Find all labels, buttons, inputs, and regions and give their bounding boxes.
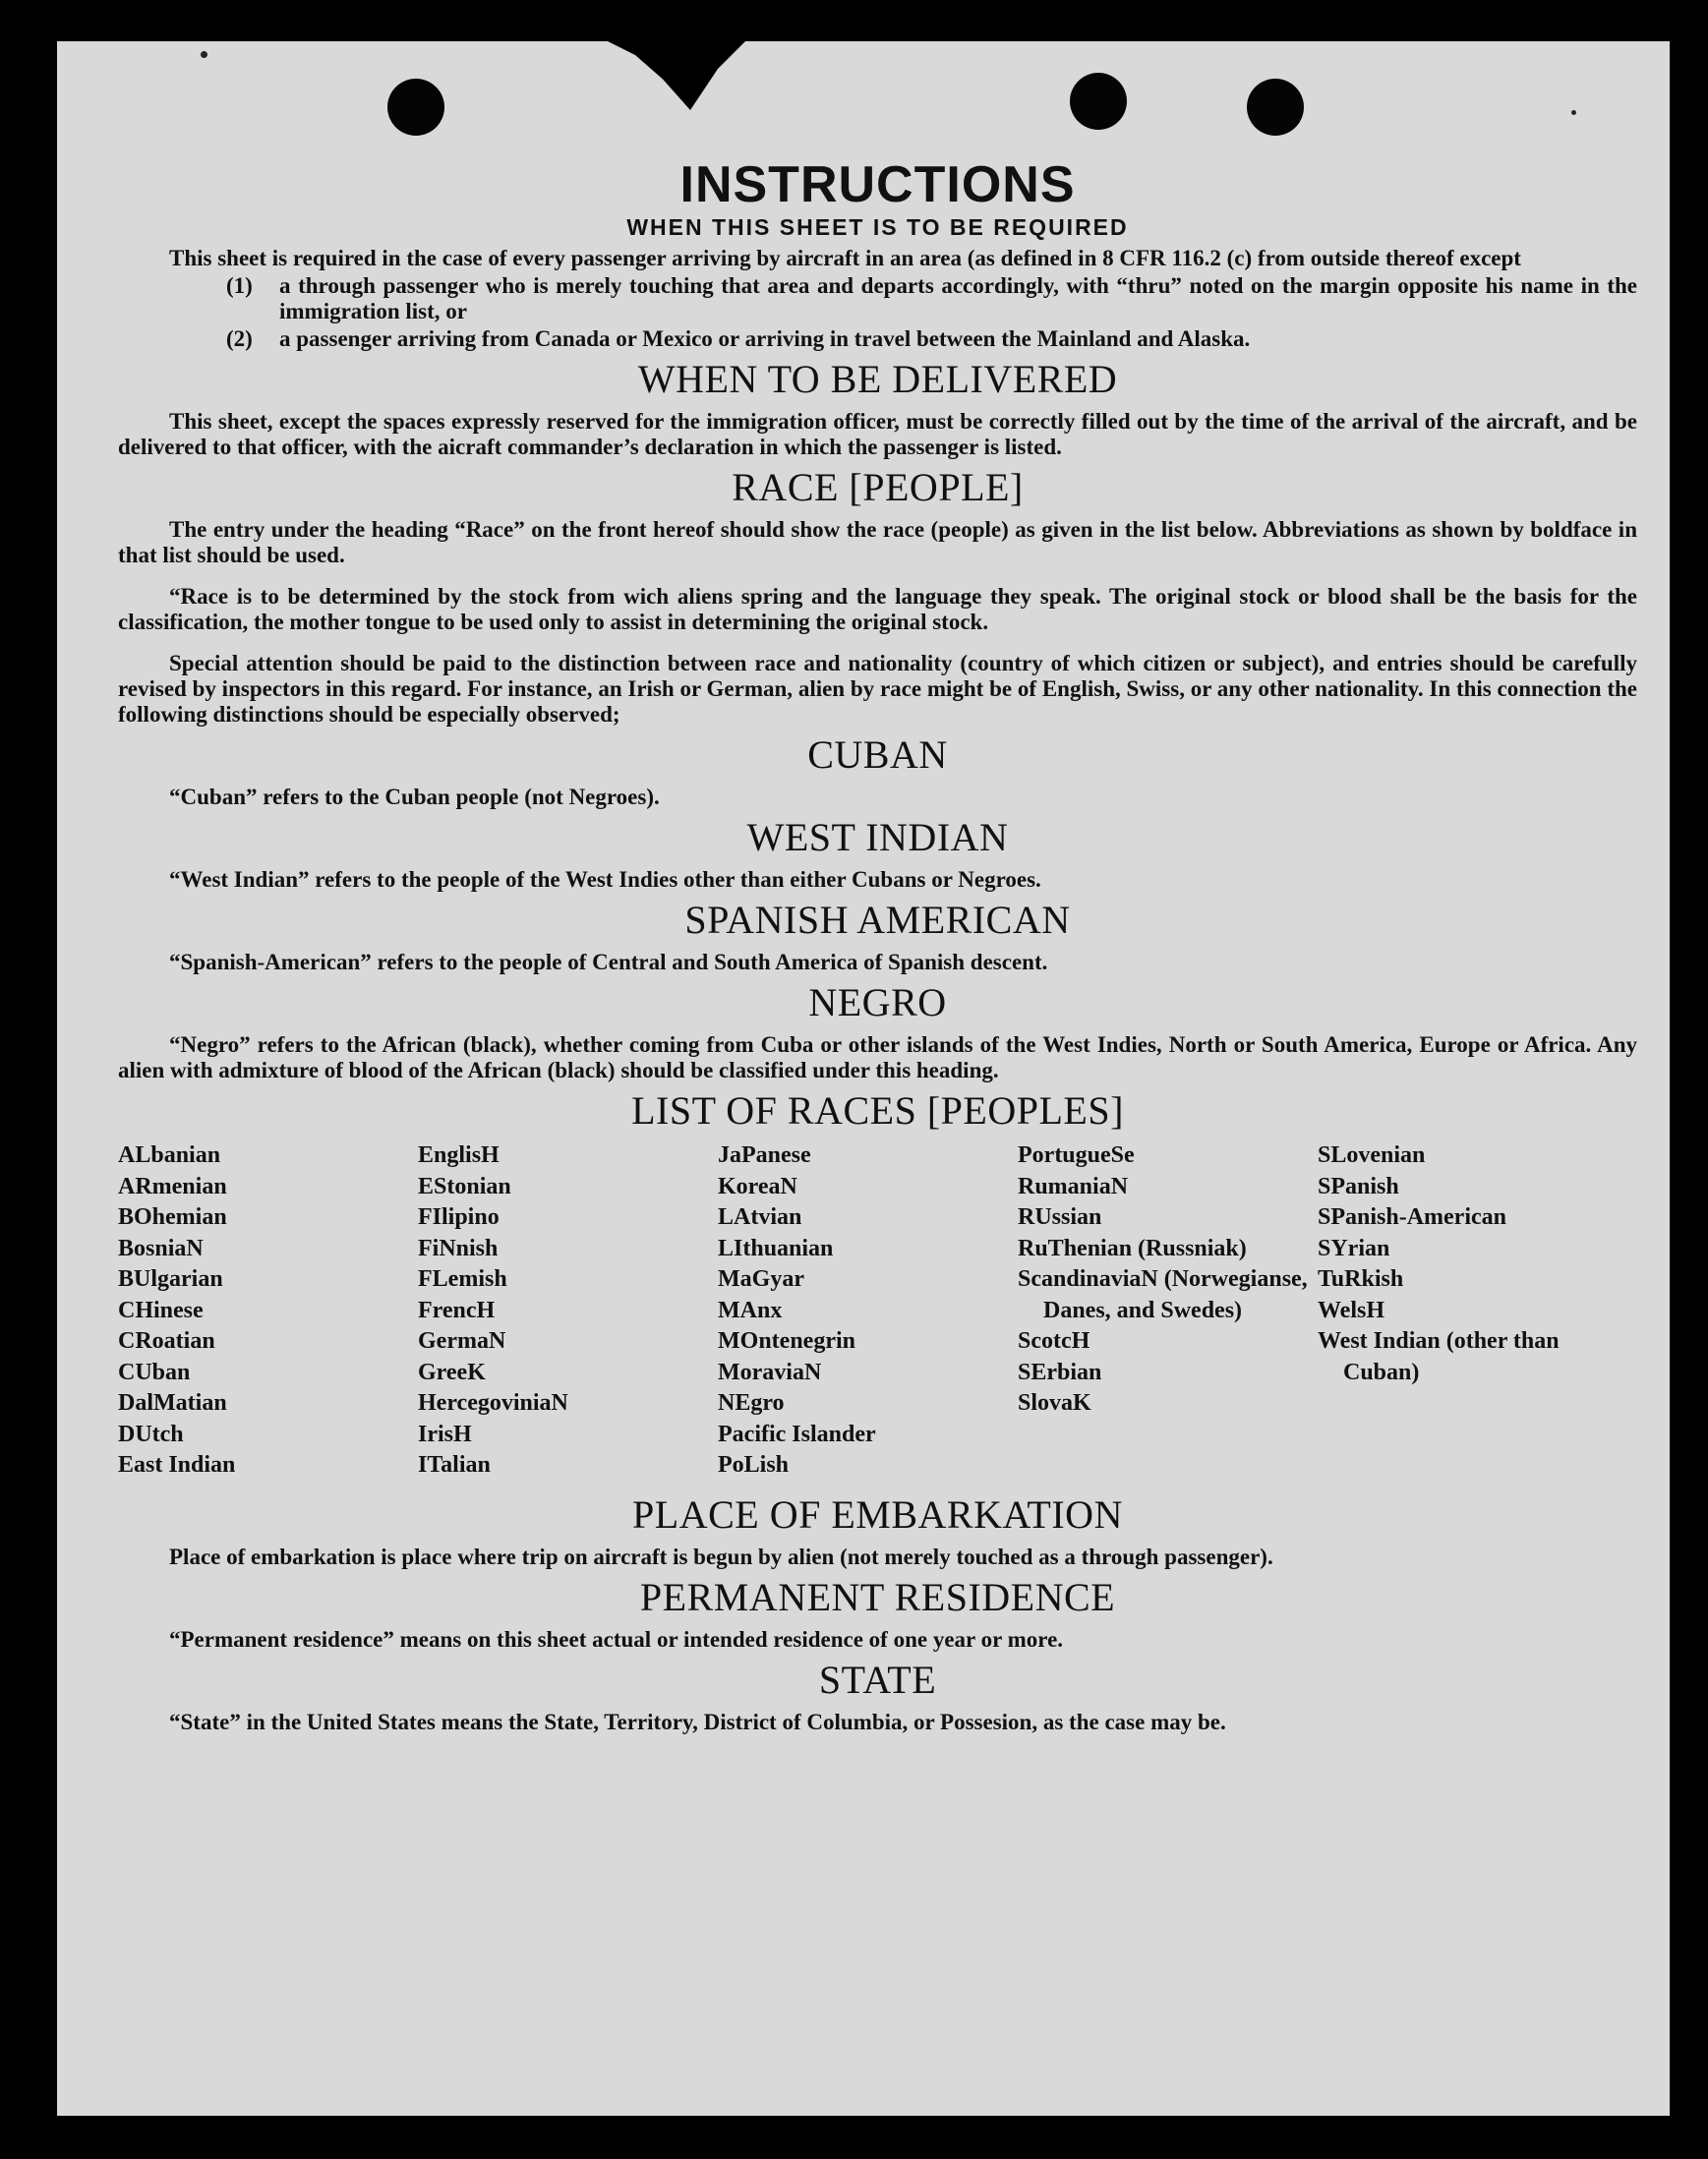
section-heading-cuban: CUBAN — [807, 732, 948, 777]
race-item: Pacific Islander — [718, 1421, 876, 1447]
punch-hole-left — [387, 79, 444, 136]
race-item: WelsH — [1318, 1297, 1385, 1323]
race-item: LIthuanian — [718, 1235, 834, 1261]
race-item: MoraviaN — [718, 1359, 822, 1385]
race-item: BUlgarian — [118, 1266, 223, 1292]
race-item: FLemish — [418, 1266, 507, 1292]
paragraph-negro: “Negro” refers to the African (black), whether coming from Cuba or other islands of the West Indies, North or South America, Europe or Africa. Any alien with admixture of blood of the African (black) should be classified under this heading. — [118, 1032, 1637, 1082]
torn-corner — [608, 41, 745, 110]
race-item: CRoatian — [118, 1328, 215, 1354]
paragraph-race-3: Special attention should be paid to the distinction between race and nationality (country of which citizen or subject), and entries should be carefully revised by inspectors in this regard. For instance, an Irish or German, alien by race might be of English, Swiss, or any other nationality. In this connection the following distinctions should be especially observed; — [118, 651, 1637, 727]
race-column — [1318, 1140, 1618, 1482]
race-item: RuThenian (Russniak) — [1018, 1235, 1247, 1261]
race-item: CHinese — [118, 1297, 204, 1323]
race-item: DalMatian — [118, 1390, 227, 1416]
race-item: EnglisH — [418, 1142, 500, 1168]
paragraph-race-1: The entry under the heading “Race” on the front hereof should show the race (people) as given in the list below. Abbreviations as shown by boldface in that list should be used. — [118, 517, 1637, 567]
race-item: SPanish-American — [1318, 1204, 1506, 1230]
exception-list — [226, 273, 1637, 352]
race-item: ARmenian — [118, 1173, 227, 1199]
race-item: RUssian — [1018, 1204, 1102, 1230]
race-item: DUtch — [118, 1421, 184, 1447]
paragraph-spanish-american: “Spanish-American” refers to the people of Central and South America of Spanish descent. — [169, 950, 1048, 974]
race-item: ScotcH — [1018, 1328, 1090, 1354]
race-item: BOhemian — [118, 1204, 227, 1230]
race-item: ITalian — [418, 1452, 491, 1478]
race-item: ScandinaviaN (Norwegianse, Danes, and Swedes) — [1018, 1266, 1308, 1323]
race-item: PortugueSe — [1018, 1142, 1135, 1168]
exception-item — [226, 273, 1637, 324]
race-item: SPanish — [1318, 1173, 1399, 1199]
item-number: (2) — [226, 326, 253, 351]
paragraph-race-2: “Race is to be determined by the stock from wich aliens spring and the language they speak. The original stock or blood shall be the basis for the classification, the mother tongue to be used only to assist in determining the original stock. — [118, 584, 1637, 634]
race-item: GermaN — [418, 1328, 506, 1354]
section-heading-state: STATE — [818, 1657, 937, 1702]
race-item: BosniaN — [118, 1235, 204, 1261]
race-item: FIlipino — [418, 1204, 500, 1230]
paragraph-when-required: This sheet is required in the case of every passenger arriving by aircraft in an area (as defined in 8 CFR 116.2 (c) from outside thereof except — [169, 246, 1521, 270]
page-title: INSTRUCTIONS — [679, 156, 1076, 213]
item-number: (1) — [226, 273, 253, 298]
paragraph-when-delivered: This sheet, except the spaces expressly reserved for the immigration officer, must be correctly filled out by the time of the arrival of the aircraft, and be delivered to that officer, with the aicraft commander’s declaration in which the passenger is listed. — [118, 409, 1637, 459]
race-item: JaPanese — [718, 1142, 811, 1168]
section-heading-list-of-races: LIST OF RACES [PEOPLES] — [631, 1088, 1124, 1133]
paragraph-cuban: “Cuban” refers to the Cuban people (not Negroes). — [169, 785, 660, 809]
document-content — [118, 157, 1637, 1737]
item-text: a passenger arriving from Canada or Mexico or arriving in travel between the Mainland and Alaska. — [279, 326, 1251, 351]
race-column — [118, 1140, 418, 1482]
race-column — [718, 1140, 1018, 1482]
speck — [1571, 110, 1576, 115]
section-heading-west-indian: WEST INDIAN — [746, 815, 1009, 859]
race-column — [1018, 1140, 1318, 1482]
document-sheet — [57, 41, 1670, 2116]
race-item: NEgro — [718, 1390, 785, 1416]
race-item: SlovaK — [1018, 1390, 1091, 1416]
race-list — [118, 1140, 1637, 1482]
race-item: LAtvian — [718, 1204, 802, 1230]
section-heading-negro: NEGRO — [808, 980, 947, 1024]
paragraph-state: “State” in the United States means the State, Territory, District of Columbia, or Possesion, as the case may be. — [169, 1709, 1226, 1734]
race-item: KoreaN — [718, 1173, 797, 1199]
paragraph-permanent-residence: “Permanent residence” means on this sheet actual or intended residence of one year or more. — [169, 1626, 1064, 1652]
race-item: CUban — [118, 1359, 191, 1385]
race-item: West Indian (other than Cuban) — [1318, 1328, 1560, 1385]
section-heading-when-required: WHEN THIS SHEET IS TO BE REQUIRED — [626, 214, 1129, 240]
race-item: FiNnish — [418, 1235, 499, 1261]
race-item: East Indian — [118, 1452, 236, 1478]
race-item: EStonian — [418, 1173, 511, 1199]
race-item: PoLish — [718, 1452, 790, 1478]
race-item: MAnx — [718, 1297, 783, 1323]
race-item: MaGyar — [718, 1266, 804, 1292]
speck — [201, 51, 207, 58]
section-heading-place-of-embarkation: PLACE OF EMBARKATION — [632, 1491, 1123, 1537]
punch-hole-center — [1070, 73, 1127, 130]
paragraph-west-indian: “West Indian” refers to the people of the West Indies other than either Cubans or Negroes. — [169, 867, 1041, 892]
section-heading-spanish-american: SPANISH AMERICAN — [684, 898, 1071, 942]
race-item: RumaniaN — [1018, 1173, 1129, 1199]
race-item: SErbian — [1018, 1359, 1102, 1385]
race-item: SYrian — [1318, 1235, 1390, 1261]
race-item: ALbanian — [118, 1142, 221, 1168]
race-item: IrisH — [418, 1421, 472, 1447]
race-item: TuRkish — [1318, 1266, 1404, 1292]
item-text: a through passenger who is merely touching that area and departs accordingly, with “thru” noted on the margin opposite his name in the immigration list, or — [279, 273, 1637, 323]
race-item: HercegoviniaN — [418, 1390, 568, 1416]
race-column — [418, 1140, 718, 1482]
punch-hole-right — [1247, 79, 1304, 136]
paragraph-place-of-embarkation: Place of embarkation is place where trip on aircraft is begun by alien (not merely touched as a through passenger). — [169, 1544, 1273, 1569]
section-heading-race: RACE [PEOPLE] — [732, 465, 1024, 509]
race-item: GreeK — [418, 1359, 486, 1385]
race-item: SLovenian — [1318, 1142, 1426, 1168]
section-heading-when-delivered: WHEN TO BE DELIVERED — [637, 357, 1118, 401]
exception-item — [226, 326, 1637, 352]
section-heading-permanent-residence: PERMANENT RESIDENCE — [639, 1574, 1116, 1619]
race-item: FrencH — [418, 1297, 496, 1323]
race-item: MOntenegrin — [718, 1328, 855, 1354]
